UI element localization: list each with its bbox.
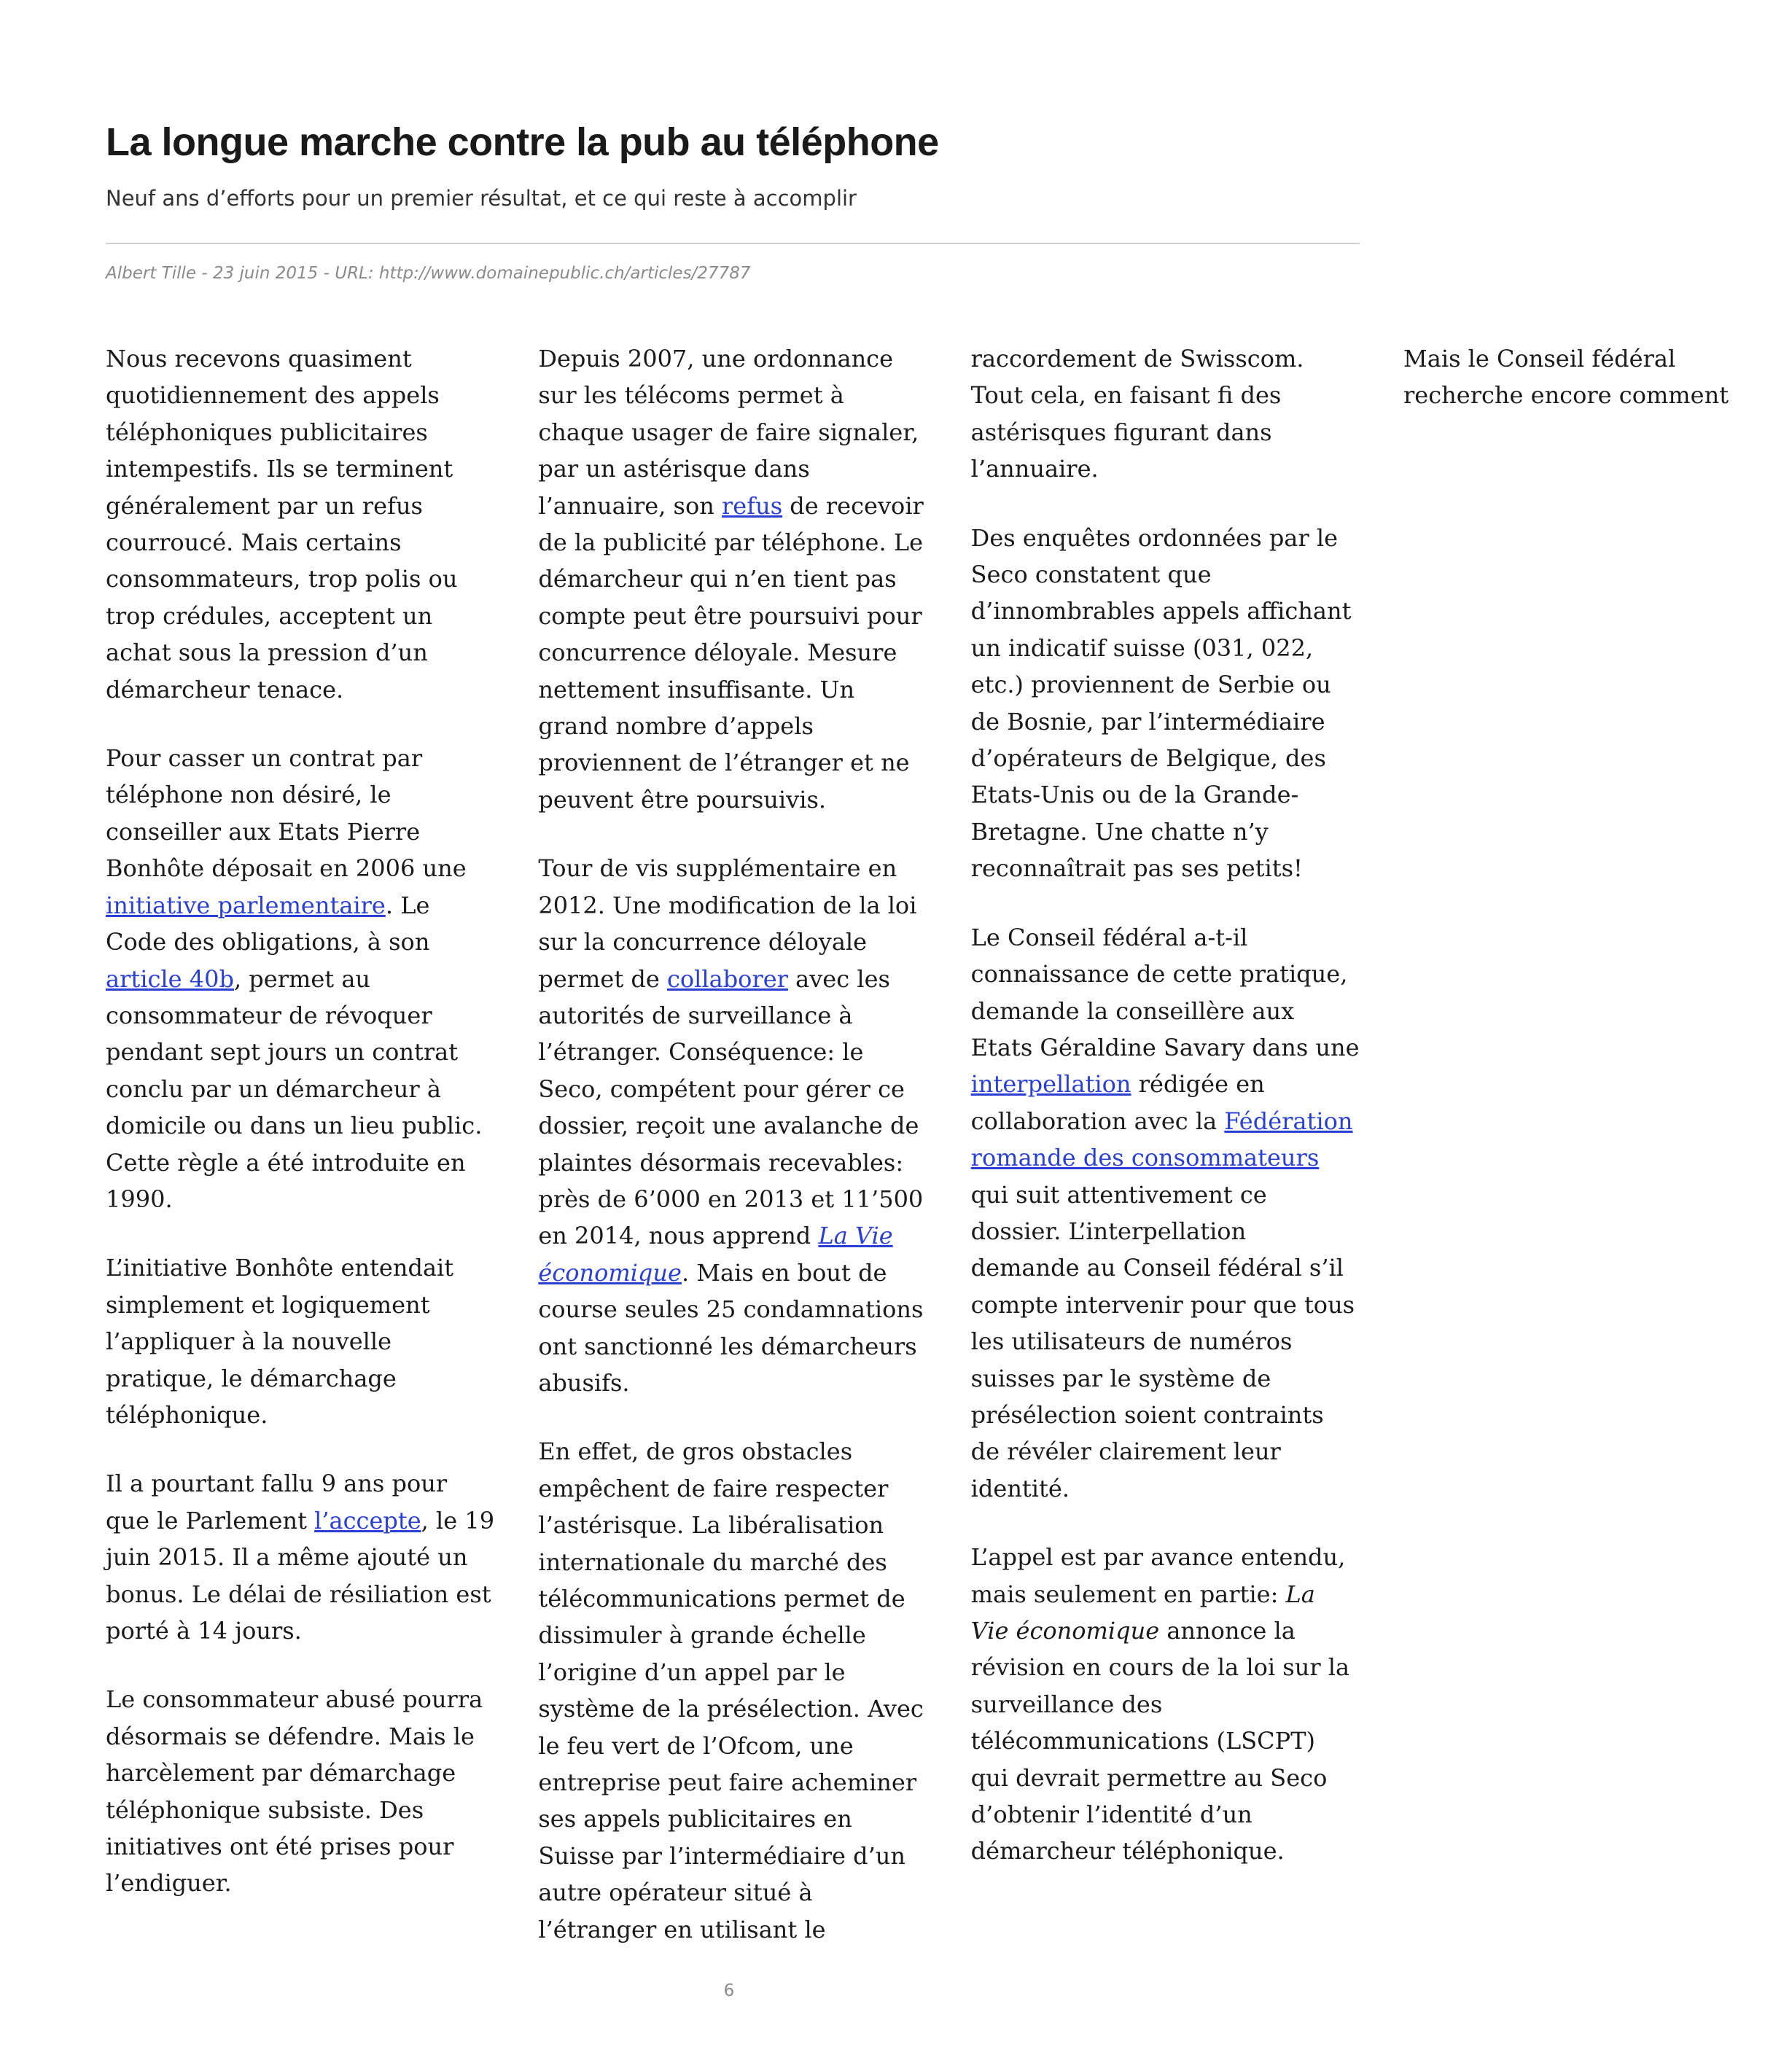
paragraph-text: . Le Code des obligations, à son (106, 891, 430, 956)
paragraph-text: Il a pourtant fallu 9 ans pour que le Parlement (106, 1470, 448, 1534)
paragraph-text: rédigée en collaboration avec la (970, 1070, 1265, 1135)
paragraph-text: annonce la révision en cours de la loi sur la surveillance des télécommunications (LSCPT) qui devrait permettre au Seco d’obtenir l’identité d’un démarcheur téléphonique. (970, 1617, 1350, 1865)
paragraph-7 (538, 850, 927, 1401)
paragraph-4 (106, 1465, 494, 1649)
link-refus[interactable]: refus (722, 491, 783, 520)
publication-name: La Vie économique (970, 1580, 1315, 1645)
paragraph-3: L’initiative Bonhôte entendait simplement et logiquement l’appliquer à la nouvelle pratique, le démarchage téléphonique. (106, 1254, 454, 1429)
paragraph-text: Depuis 2007, une ordonnance sur les télécoms permet à chaque usager de faire signaler, par un astérisque dans l’annuaire, son (538, 345, 919, 520)
article-header (106, 117, 1360, 213)
header-divider (106, 243, 1360, 244)
paragraph-5: Le consommateur abusé pourra désormais se défendre. Mais le harcèlement par démarchage téléphonique subsiste. Des initiatives ont été prises pour l’endiguer. (106, 1685, 483, 1898)
link-interpellation[interactable]: interpellation (970, 1070, 1131, 1099)
paragraph-text: , le 19 juin 2015. Il a même ajouté un bonus. Le délai de résiliation est porté à 14 jours. (106, 1506, 495, 1645)
paragraph-12: Mais le Conseil fédéral recherche encore comment (1403, 345, 1729, 410)
paragraph-1: Nous recevons quasiment quotidiennement des appels téléphoniques publicitaires intempestifs. Ils se terminent généralement par un refus courroucé. Mais certains consommateurs, trop polis ou trop crédules, acceptent un achat sous la pression d’un démarcheur tenace. (106, 345, 458, 703)
paragraph-text: Tour de vis supplémentaire en 2012. Une modification de la loi sur la concurrence déloyale permet de (538, 854, 917, 993)
paragraph-10 (971, 919, 1360, 1508)
paragraph-text: , permet au consommateur de révoquer pendant sept jours un contrat conclu par un démarcheur à domicile ou dans un lieu public. Cette règle a été introduite en 1990. (106, 964, 483, 1213)
article-byline: Albert Tille - 23 juin 2015 - URL: http://www.domainepublic.ch/articles/27787 (106, 264, 751, 283)
page-number: 6 (723, 1981, 735, 2000)
paragraph-text: Le Conseil fédéral a-t-il connaissance de cette pratique, demande la conseillère aux Etats Géraldine Savary dans une (970, 923, 1360, 1061)
article-subtitle: Neuf ans d’efforts pour un premier résultat, et ce qui reste à accomplir (106, 186, 857, 211)
paragraph-8: En effet, de gros obstacles empêchent de faire respecter l’astérisque. La libéralisation internationale du marché des télécommunications permet de dissimuler à grande échelle l’origine d’un appel par le système de la présélection. Avec le feu vert de l’Ofcom, une entreprise peut faire acheminer ses appels publicitaires en Suisse par l’intermédiaire d’un autre opérateur situé à l’étranger en utilisant le raccordement de Swisscom. Tout cela, en faisant fi des astérisques figurant dans l’annuaire. (538, 345, 1304, 1943)
article-body (106, 340, 1729, 1966)
paragraph-text: qui suit attentivement ce dossier. L’interpellation demande au Conseil fédéral s’il compte intervenir pour que tous les utilisateurs de numéros suisses par le système de présélection soient contraints de révéler clairement leur identité. (970, 1180, 1355, 1502)
link-article-40b[interactable]: article 40b (106, 964, 234, 993)
link-collaborer[interactable]: collaborer (666, 964, 788, 993)
paragraph-text: avec les autorités de surveillance à l’étranger. Conséquence: le Seco, compétent pour gérer ce dossier, reçoit une avalanche de plaintes désormais recevables: près de 6’000 en 2013 et 11’500 en 2014, nous apprend (538, 964, 924, 1250)
paragraph-11 (971, 1539, 1360, 1870)
link-la-vie-economique[interactable]: La Vie économique (538, 1222, 893, 1287)
paragraph-text: . Mais en bout de course seules 25 condamnations ont sanctionné les démarcheurs abusifs. (538, 1258, 924, 1397)
paragraph-text: L’appel est par avance entendu, mais seulement en partie: (970, 1543, 1346, 1608)
link-initiative-parlementaire[interactable]: initiative parlementaire (106, 891, 386, 919)
paragraph-6 (538, 340, 927, 818)
paragraph-9: Des enquêtes ordonnées par le Seco constatent que d’innombrables appels affichant un indicatif suisse (031, 022, etc.) proviennent de Serbie ou de Bosnie, par l’intermédiaire d’opérateurs de Belgique, des Etats-Unis ou de la Grande-Bretagne. Une chatte n’y reconnaîtrait pas ses petits! (970, 523, 1352, 883)
paragraph-2 (106, 740, 494, 1217)
link-accepte[interactable]: l’accepte (314, 1506, 421, 1534)
link-federation-romande-consommateurs[interactable]: Fédération romande des consommateurs (970, 1107, 1353, 1172)
article-title: La longue marche contre la pub au téléphone (106, 120, 939, 164)
paragraph-text: de recevoir de la publicité par téléphone. Le démarcheur qui n’en tient pas compte peut être poursuivi pour concurrence déloyale. Mesure nettement insuffisante. Un grand nombre d’appels proviennent de l’étranger et ne peuvent être poursuivis. (538, 491, 924, 814)
paragraph-text: Pour casser un contrat par téléphone non désiré, le conseiller aux Etats Pierre Bonhôte déposait en 2006 une (106, 744, 467, 883)
